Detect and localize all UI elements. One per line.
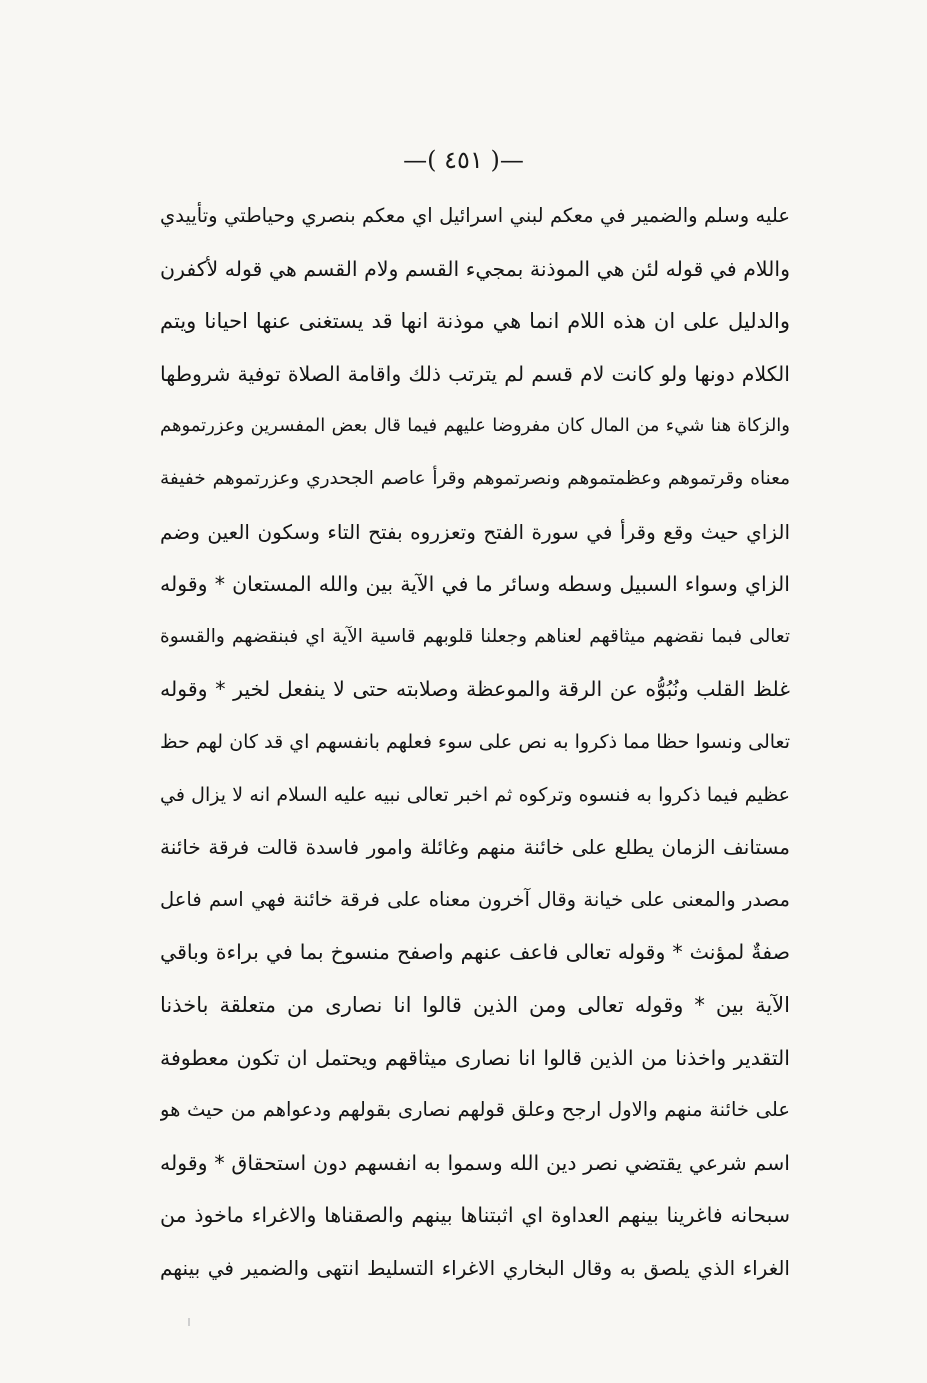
- body-text: [160, 190, 790, 1294]
- text-line: عظيم فيما ذكروا به فنسوه وتركوه ثم اخبر تعالى نبيه عليه السلام انه لا يزال في: [160, 783, 790, 806]
- text-line: اسم شرعي يقتضي نصر دين الله وسموا به انفسهم دون استحقاق * وقوله: [160, 1150, 790, 1175]
- text-line: معناه وقرتموهم وعظمتموهم ونصرتموهم وقرأ عاصم الجحدري وعزرتموهم خفيفة: [160, 467, 790, 489]
- text-line: الزاي حيث وقع وقرأ في سورة الفتح وتعزروه بفتح التاء وسكون العين وضم: [160, 519, 790, 544]
- page-number: —( ٤٥١ )—: [403, 146, 524, 174]
- text-line: مستانف الزمان يطلع على خائنة منهم وغائلة وامور فاسدة قالت فرقة خائنة: [160, 835, 790, 860]
- text-line: الغراء الذي يلصق به وقال البخاري الاغراء التسليط انتهى والضمير في بينهم: [160, 1255, 790, 1280]
- text-line: سبحانه فاغرينا بينهم العداوة اي اثبتناها بينهم والصقناها والاغراء ماخوذ من: [160, 1203, 790, 1228]
- text-line: والدليل على ان هذه اللام انما هي موذنة انها قد يستغنى عنها احيانا ويتم: [160, 309, 790, 334]
- text-line: عليه وسلم والضمير في معكم لبني اسرائيل اي معكم بنصري وحياطتي وتأييدي: [160, 204, 790, 227]
- text-line: غلظ القلب ونُبُوُّه عن الرقة والموعظة وصلابته حتى لا ينفعل لخير * وقوله: [160, 677, 790, 702]
- text-line: واللام في قوله لئن هي الموذنة بمجيء القسم ولام القسم هي قوله لأكفرن: [160, 256, 790, 281]
- text-line: الزاي وسواء السبيل وسطه وسائر ما في الآية بين والله المستعان * وقوله: [160, 572, 790, 597]
- text-line: على خائنة منهم والاول ارجح وعلق قولهم نصارى بقولهم ودعواهم من حيث هو: [160, 1098, 790, 1122]
- text-line: تعالى ونسوا حظا مما ذكروا به نص على سوء فعلهم بانفسهم اي قد كان لهم حظ: [160, 730, 790, 753]
- text-line: التقدير واخذنا من الذين قالوا انا نصارى ميثاقهم ويحتمل ان تكون معطوفة: [160, 1045, 790, 1070]
- text-line: والزكاة هنا شيء من المال كان مفروضا عليهم فيما قال بعض المفسرين وعزرتموهم: [160, 415, 790, 437]
- text-line: تعالى فبما نقضهم ميثاقهم لعناهم وجعلنا قلوبهم قاسية الآية اي فبنقضهم والقسوة: [160, 625, 790, 647]
- text-line: الآية بين * وقوله تعالى ومن الذين قالوا انا نصارى من متعلقة باخذنا: [160, 992, 790, 1017]
- text-line: صفةٌ لمؤنث * وقوله تعالى فاعف عنهم واصفح منسوخ بما في براءة وباقي: [160, 940, 790, 965]
- paper-speck: [188, 1318, 190, 1326]
- text-line: الكلام دونها ولو كانت لام قسم لم يترتب ذلك واقامة الصلاة توفية شروطها: [160, 361, 790, 386]
- text-line: مصدر والمعنى على خيانة وقال آخرون معناه على فرقة خائنة فهي اسم فاعل: [160, 887, 790, 911]
